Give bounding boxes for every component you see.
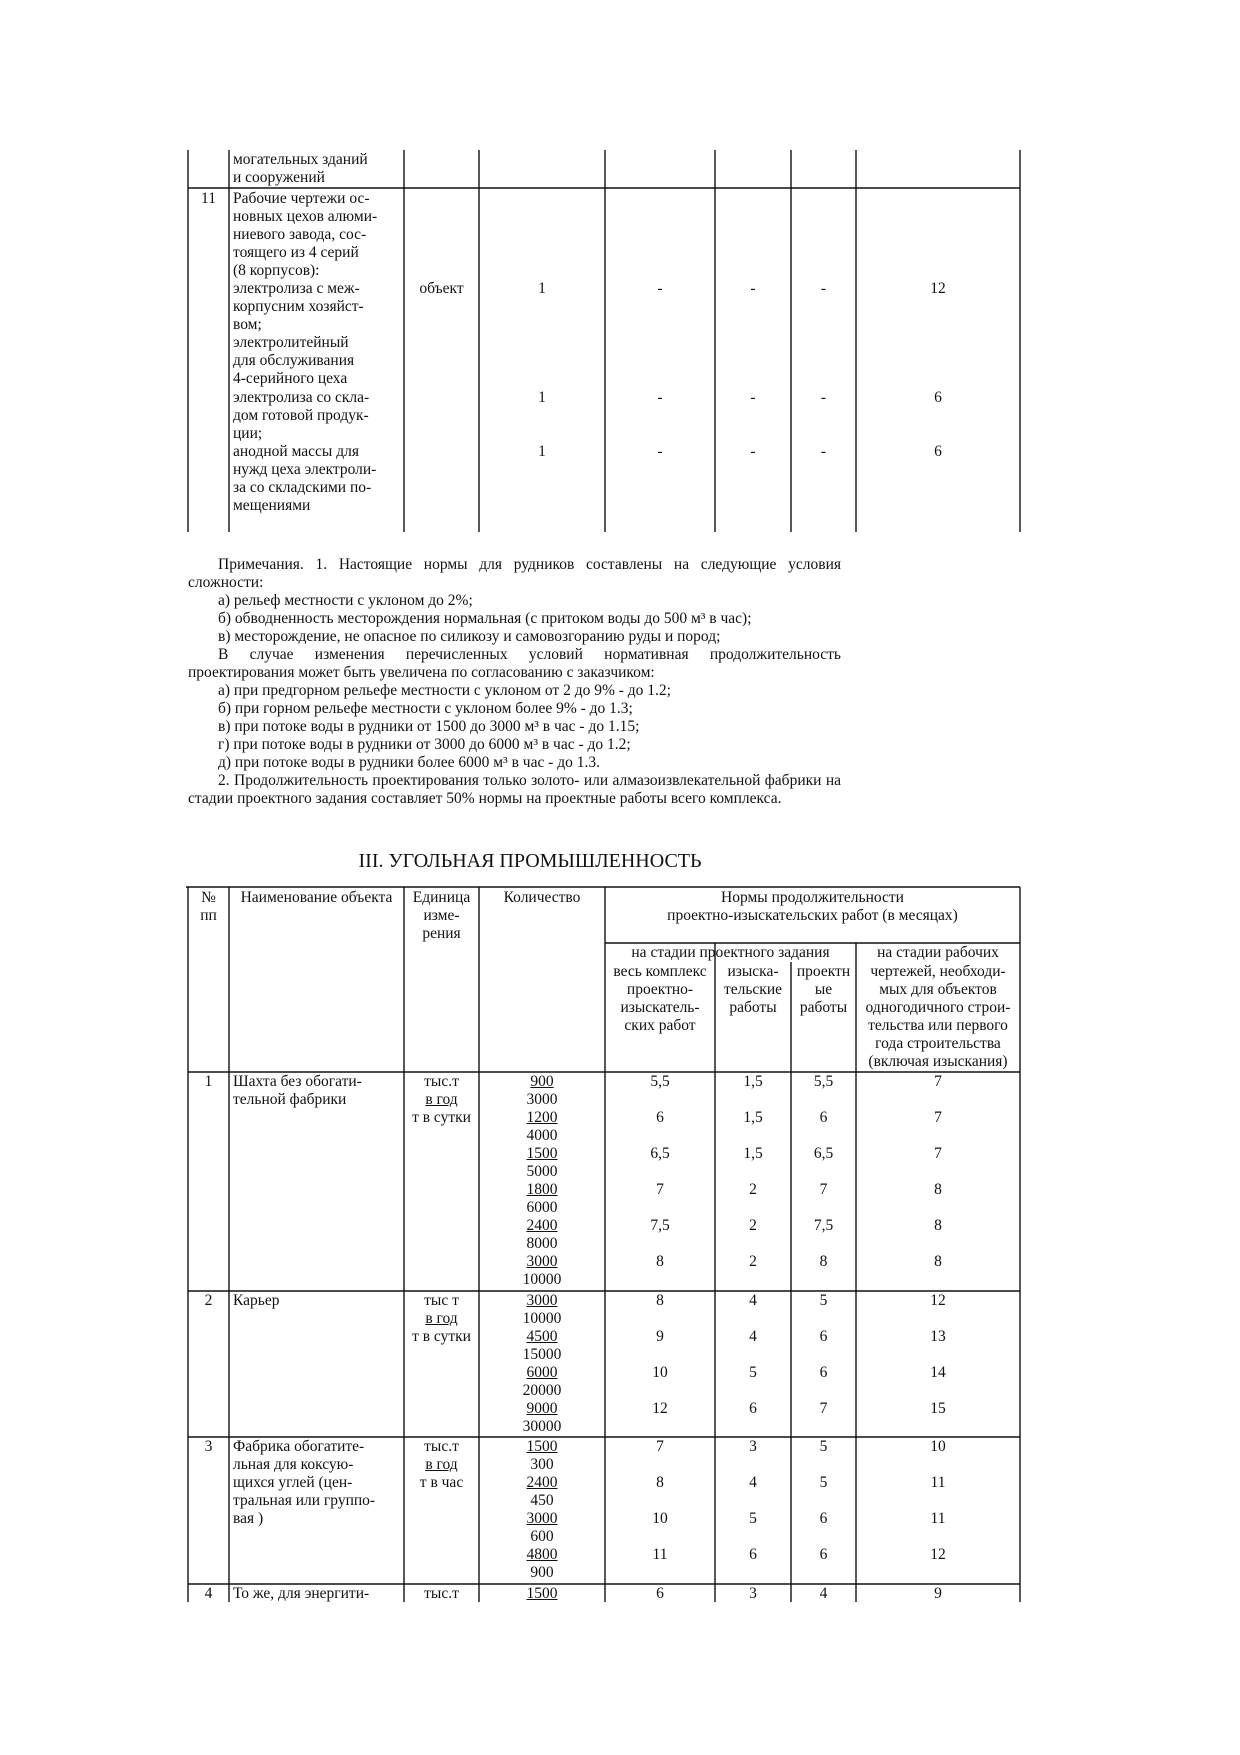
norm-full: 10 — [652, 1510, 668, 1527]
unit-label: тыс.т — [424, 1585, 459, 1602]
norm-survey: 3 — [749, 1585, 757, 1602]
quantity-value: 900 — [530, 1564, 554, 1581]
quantity-value: 4500 — [526, 1328, 558, 1345]
notes-block — [188, 556, 841, 808]
quantity-value: 1200 — [526, 1109, 558, 1126]
quantity-value: 300 — [530, 1456, 554, 1473]
header-working: чертежей, необходи- мых для объектов одногодичного строи- тельства или первого года строительства (включая изыскания) — [865, 963, 1011, 1070]
norm-working: 8 — [934, 1217, 942, 1234]
note-paragraph: В случае изменения перечисленных условий нормативная продолжительность проектирования может быть увеличена по согласованию с заказчиком: — [188, 646, 841, 681]
norm-survey: 2 — [749, 1181, 757, 1198]
norm-full: 7 — [656, 1181, 664, 1198]
quantity-value: 2400 — [526, 1474, 558, 1491]
object-name: Шахта без обогати- тельной фабрики — [233, 1073, 362, 1108]
note-paragraph: 2. Продолжительность проектирования только золото- или алмазоизвлекательной фабрики на стадии проектного задания составляет 50% нормы на проектные работы всего комплекса. — [188, 772, 841, 807]
quantity-value: 6000 — [526, 1364, 558, 1381]
table1-full: - — [657, 443, 663, 460]
norm-survey: 4 — [749, 1292, 757, 1309]
note-paragraph: а) при предгорном рельефе местности с уклоном от 2 до 9% - до 1.2; — [218, 682, 671, 699]
norm-design: 4 — [819, 1585, 828, 1602]
norm-full: 9 — [656, 1328, 664, 1345]
norm-working: 12 — [930, 1546, 946, 1563]
table1-full: - — [657, 280, 663, 297]
norm-full: 10 — [652, 1364, 668, 1381]
quantity-value: 8000 — [526, 1235, 558, 1252]
table1-top-name: могательных зданий и сооружений — [233, 151, 368, 186]
norm-design: 6,5 — [813, 1145, 834, 1162]
table1-qty: 1 — [538, 443, 546, 460]
quantity-value: 3000 — [526, 1510, 558, 1527]
header-unit: Единица изме- рения — [412, 889, 471, 942]
object-name: То же, для энергити- — [233, 1585, 370, 1602]
table1-survey: - — [750, 389, 756, 406]
header-name: Наименование объекта — [240, 889, 393, 906]
unit-label: тыс.т — [424, 1438, 459, 1455]
norm-design: 6 — [819, 1364, 828, 1381]
norm-survey: 1,5 — [743, 1109, 763, 1126]
norm-design: 6 — [819, 1510, 828, 1527]
norm-working: 15 — [930, 1400, 946, 1417]
row-number: 4 — [204, 1585, 213, 1602]
norm-design: 5,5 — [813, 1073, 834, 1090]
norm-survey: 1,5 — [743, 1145, 763, 1162]
header-norms: Нормы продолжительности проектно-изыскательских работ (в месяцах) — [667, 889, 958, 924]
norm-full: 6 — [656, 1585, 664, 1602]
table1-design: - — [820, 280, 827, 297]
quantity-value: 1800 — [526, 1181, 558, 1198]
table1-name-intro: Рабочие чертежи ос- новных цехов алюми- ниевого завода, сос- тоящего из 4 серий (8 корпусов): — [233, 190, 378, 279]
section-title: III. УГОЛЬНАЯ ПРОМЫШЛЕННОСТЬ — [358, 850, 702, 872]
unit-label: т в сутки — [412, 1109, 471, 1126]
unit-label: в год — [425, 1091, 458, 1108]
norm-full: 7 — [656, 1438, 664, 1455]
norm-working: 7 — [934, 1109, 942, 1126]
note-paragraph: а) рельеф местности с уклоном до 2%; — [218, 592, 473, 609]
quantity-value: 1500 — [526, 1438, 558, 1455]
unit-label: т в час — [419, 1474, 464, 1491]
note-paragraph: г) при потоке воды в рудники от 3000 до 6000 м³ в час - до 1.2; — [218, 736, 631, 753]
quantity-value: 600 — [530, 1528, 554, 1545]
norm-survey: 1,5 — [743, 1073, 763, 1090]
table1-unit: объект — [419, 280, 464, 297]
norm-full: 8 — [656, 1292, 664, 1309]
norm-full: 11 — [652, 1546, 668, 1563]
quantity-value: 4800 — [526, 1546, 558, 1563]
header-qty: Количество — [503, 889, 581, 906]
norm-survey: 6 — [749, 1400, 757, 1417]
quantity-value: 900 — [530, 1073, 554, 1090]
table1-survey: - — [750, 280, 756, 297]
object-name: Карьер — [233, 1292, 280, 1309]
norm-survey: 4 — [749, 1474, 757, 1491]
quantity-value: 2400 — [526, 1217, 558, 1234]
norm-design: 8 — [819, 1253, 828, 1270]
header-num: № пп — [200, 889, 217, 924]
norm-full: 5,5 — [650, 1073, 670, 1090]
quantity-value: 5000 — [526, 1163, 558, 1180]
quantity-value: 1500 — [526, 1585, 558, 1602]
table1-subrow-name: электролиза со скла- дом готовой продук- ции; — [233, 389, 370, 442]
note-paragraph: в) при потоке воды в рудники от 1500 до 3000 м³ в час - до 1.15; — [218, 718, 640, 735]
row-number: 2 — [204, 1292, 213, 1309]
norm-working: 7 — [934, 1145, 942, 1162]
header-survey: изыска- тельские работы — [723, 963, 783, 1016]
note-paragraph: д) при потоке воды в рудники более 6000 м³ в час - до 1.3. — [218, 754, 601, 771]
norm-design: 7 — [819, 1400, 828, 1417]
norm-survey: 6 — [749, 1546, 757, 1563]
quantity-value: 3000 — [526, 1253, 558, 1270]
header-stage-working: на стадии рабочих — [877, 944, 999, 961]
norm-working: 8 — [934, 1181, 942, 1198]
norm-design: 7 — [819, 1181, 828, 1198]
quantity-value: 3000 — [526, 1091, 558, 1108]
table1-working: 6 — [934, 389, 942, 406]
table1-full: - — [657, 389, 663, 406]
table1-row-number: 11 — [201, 190, 216, 207]
unit-label: в год — [425, 1456, 458, 1473]
quantity-value: 3000 — [526, 1292, 558, 1309]
norm-design: 6 — [819, 1328, 828, 1345]
norm-full: 7,5 — [650, 1217, 670, 1234]
norm-design: 5 — [819, 1438, 828, 1455]
table1-working: 6 — [934, 443, 942, 460]
table1-survey: - — [750, 443, 756, 460]
table1-subrow-name: электролиза с меж- корпусним хозяйст- вом; электролитейный для обслуживания 4-серийного цеха — [233, 280, 364, 387]
unit-label: тыс т — [424, 1292, 459, 1309]
table1-qty: 1 — [538, 280, 546, 297]
note-paragraph: в) месторождение, не опасное по силикозу и самовозгоранию руды и пород; — [218, 628, 721, 645]
quantity-value: 15000 — [522, 1346, 562, 1363]
quantity-value: 20000 — [522, 1382, 562, 1399]
quantity-value: 30000 — [522, 1418, 562, 1435]
row-number: 3 — [204, 1438, 213, 1455]
norm-design: 6 — [819, 1546, 828, 1563]
norm-working: 7 — [934, 1073, 942, 1090]
table1-design: - — [820, 443, 827, 460]
norm-survey: 4 — [749, 1328, 757, 1345]
norm-full: 6,5 — [650, 1145, 670, 1162]
norm-survey: 3 — [749, 1438, 757, 1455]
quantity-value: 10000 — [522, 1310, 562, 1327]
norm-full: 8 — [656, 1253, 664, 1270]
norm-working: 11 — [930, 1510, 946, 1527]
quantity-value: 9000 — [526, 1400, 558, 1417]
header-full: весь комплекс проектно- изыскатель- ских работ — [613, 963, 707, 1034]
norm-full: 6 — [656, 1109, 664, 1126]
norm-working: 14 — [930, 1364, 946, 1381]
norm-working: 8 — [934, 1253, 942, 1270]
norm-full: 12 — [652, 1400, 668, 1417]
note-paragraph: б) обводненность месторождения нормальная (с притоком воды до 500 м³ в час); — [218, 610, 752, 627]
norm-working: 13 — [930, 1328, 946, 1345]
norm-survey: 5 — [749, 1364, 757, 1381]
row-number: 1 — [204, 1073, 213, 1090]
table1-design: - — [820, 389, 827, 406]
norm-survey: 5 — [749, 1510, 757, 1527]
header-stage-design: на стадии проектного задания — [631, 944, 830, 961]
quantity-value: 4000 — [526, 1127, 558, 1144]
unit-label: т в сутки — [412, 1328, 471, 1345]
norm-working: 10 — [930, 1438, 946, 1455]
norm-working: 9 — [934, 1585, 942, 1602]
norm-design: 6 — [819, 1109, 828, 1126]
norm-design: 7,5 — [813, 1217, 834, 1234]
quantity-value: 450 — [530, 1492, 554, 1509]
norm-survey: 2 — [749, 1217, 757, 1234]
note-paragraph: Примечания. 1. Настоящие нормы для рудников составлены на следующие условия сложности: — [188, 556, 841, 591]
norm-working: 12 — [930, 1292, 946, 1309]
note-paragraph: б) при горном рельефе местности с уклоном более 9% - до 1.3; — [218, 700, 633, 717]
table1-subrow-name: анодной массы для нужд цеха электроли- за со складскими по- мещениями — [233, 443, 377, 514]
norm-working: 11 — [930, 1474, 946, 1491]
norm-full: 8 — [656, 1474, 664, 1491]
norm-design: 5 — [819, 1474, 828, 1491]
norm-design: 5 — [819, 1292, 828, 1309]
quantity-value: 6000 — [526, 1199, 558, 1216]
table1-working: 12 — [930, 280, 946, 297]
quantity-value: 1500 — [526, 1145, 558, 1162]
norm-survey: 2 — [749, 1253, 757, 1270]
header-design: проектн ые работы — [796, 963, 851, 1016]
unit-label: в год — [425, 1310, 458, 1327]
table1-qty: 1 — [538, 389, 546, 406]
object-name: Фабрика обогатите- льная для коксую- щихся углей (цен- тральная или группо- вая ) — [233, 1438, 376, 1527]
unit-label: тыс.т — [424, 1073, 459, 1090]
quantity-value: 10000 — [522, 1271, 562, 1288]
